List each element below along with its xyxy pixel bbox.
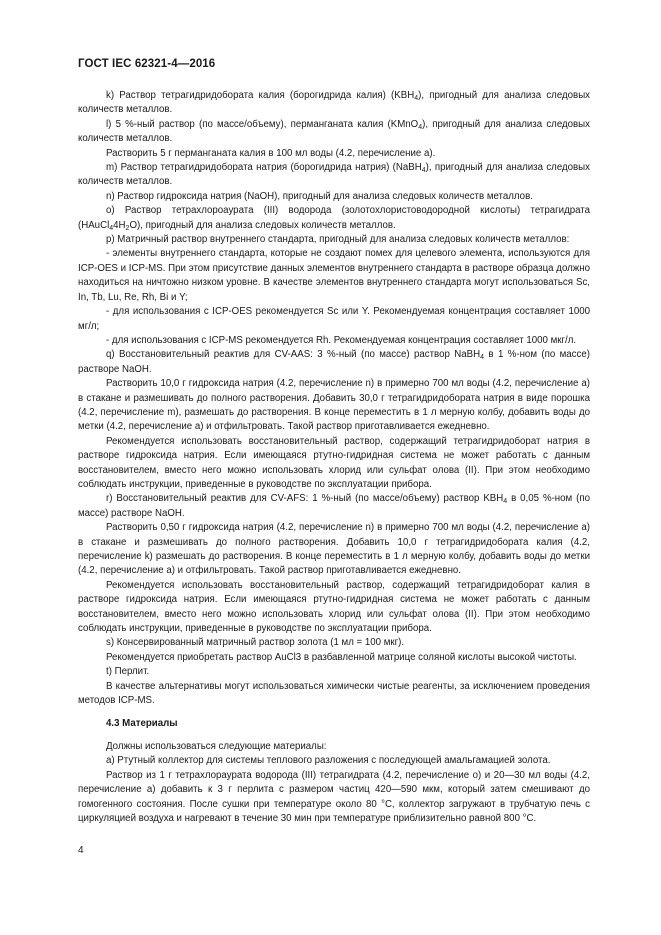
paragraph: а) Ртутный коллектор для системы теплового разложения с последующей амальгамацией золота.	[106, 755, 551, 767]
document-header: ГОСТ IEC 62321-4—2016	[78, 58, 216, 70]
paragraph: o) Раствор тетрахлороаурата (III) водорода (золотохлористоводородной кислоты) тетрагидрата $(HAuCl_44H_2O)$, пригодный для анализа следовых количеств металлов.	[78, 205, 590, 232]
paragraph: q) Восстановительный реактив для CV-AAS: 3 %-ный (по массе) раствор NaBH$_4$ в 1 %-ном (по массе) растворе NaOH.	[78, 349, 590, 375]
paragraph: r) Восстановительный реактив для CV-AFS: 1 %-ный (по массе/объему) раствор $KBH_4$ в 0,05 %-ном (по массе) растворе NaOH.	[78, 493, 590, 519]
page-number: 4	[78, 845, 84, 856]
document-body	[78, 89, 590, 826]
paragraph: - для использования с ICP-MS рекомендуется Rh. Рекомендуемая концентрация составляет 1000 мкг/л.	[106, 334, 577, 346]
paragraph: k) Раствор тетрагидридобората калия (борогидрида калия) $(KBH_4)$, пригодный для анализа следовых количеств металлов.	[78, 90, 591, 116]
paragraph: Раствор из 1 г тетрахлораурата водорода (III) тетрагидрата (4.2, перечисление о) и 20—30 мл воды (4.2, перечисление а) добавить к 3 г перлита с размером частиц 420—590 мкм, который затем смешивают до гомогенного состояния. После сушки при температуре около 80 °С, коллектор загружают в трубчатую печь с циркуляцией воздуха и нагревают в течение 30 мин при температуре приблизительно равной 800 °С.	[78, 769, 590, 824]
paragraph: - для использования с ICP-OES рекомендуется Sc или Y. Рекомендуемая концентрация составляет 1000 мг/л;	[78, 306, 590, 332]
paragraph: Растворить 0,50 г гидроксида натрия (4.2, перечисление n) в примерно 700 мл воды (4.2, перечисление а) в стакане и размешивать до полного растворения. Добавить 10,0 г тетрагидридобората калия (4.2, перечисление k) размешать до растворения. В конце переместить в 1 л мерную колбу, добавить воды до метки (4.2, перечисление а) и отфильтровать. Такой раствор приготавливается ежедневно.	[78, 522, 590, 577]
paragraph: m) Раствор тетрагидридобората натрия (борогидрида натрия) (NaBH$_4$), пригодный для анализа следовых количеств металлов.	[78, 162, 590, 188]
section-heading: 4.3 Материалы	[106, 718, 178, 730]
paragraph: Должны использоваться следующие материалы:	[106, 740, 327, 752]
paragraph: Рекомендуется использовать восстановительный раствор, содержащий тетрагидридоборат натрия в растворе гидроксида натрия. Если имеющаяся ртутно-гидридная система не может работать с данным восстановителем, вместо него можно использовать хлорид или сульфат олова (II). При этом необходимо соблюдать инструкции, приведенные в руководстве по эксплуатации прибора.	[78, 435, 590, 490]
paragraph: Рекомендуется приобретать раствор AuCl3 в разбавленной матрице соляной кислоты высокой чистоты.	[106, 651, 577, 663]
paragraph: p) Матричный раствор внутреннего стандарта, пригодный для анализа следовых количеств металлов:	[106, 234, 570, 246]
paragraph: В качестве альтернативы могут использоваться химически чистые реагенты, за исключением проведения методов ICP-MS.	[78, 680, 590, 707]
paragraph: Рекомендуется использовать восстановительный раствор, содержащий тетрагидридоборат калия в растворе гидроксида натрия. Если имеющаяся ртутно-гидридная система не может работать с данным восстановителем, вместо него можно использовать хлорид или сульфат олова (II). При этом необходимо соблюдать инструкции, приведенные в руководстве по эксплуатации прибора.	[78, 579, 590, 635]
paragraph: t) Перлит.	[106, 666, 150, 678]
paragraph: l) 5 %-ный раствор (по массе/объему), перманганата калия (KMnO$_4$), пригодный для анализа следовых количеств металлов.	[78, 118, 590, 145]
paragraph: Растворить 10,0 г гидроксида натрия (4.2, перечисление n) в примерно 700 мл воды (4.2, перечисление а) в стакане и размешивать до полного растворения. Добавить 30,0 г тетрагидридобората натрия в виде порошка (4.2, перечисление m), размешать до растворения. В конце переместить в 1 л мерную колбу, добавить воды до метки (4.2, перечисление а) и отфильтровать. Такой раствор приготавливается ежедневно.	[78, 378, 590, 433]
paragraph: Растворить 5 г перманганата калия в 100 мл воды (4.2, перечисление а).	[106, 147, 436, 159]
paragraph: s) Консервированный матричный раствор золота (1 мл = 100 мкг).	[106, 637, 405, 649]
paragraph: - элементы внутреннего стандарта, которые не создают помех для целевого элемента, используются для ICP-OES и ICP-MS. При этом присутствие данных элементов внутреннего стандарта в растворе образца должно находиться на ничтожно низком уровне. В качестве элементов внутреннего стандарта могут использоваться Sc, In, Tb, Lu, Re, Rh, Bi и Y;	[78, 248, 590, 303]
paragraph: n) Раствор гидроксида натрия (NaOH), пригодный для анализа следовых количеств металлов.	[106, 190, 533, 202]
